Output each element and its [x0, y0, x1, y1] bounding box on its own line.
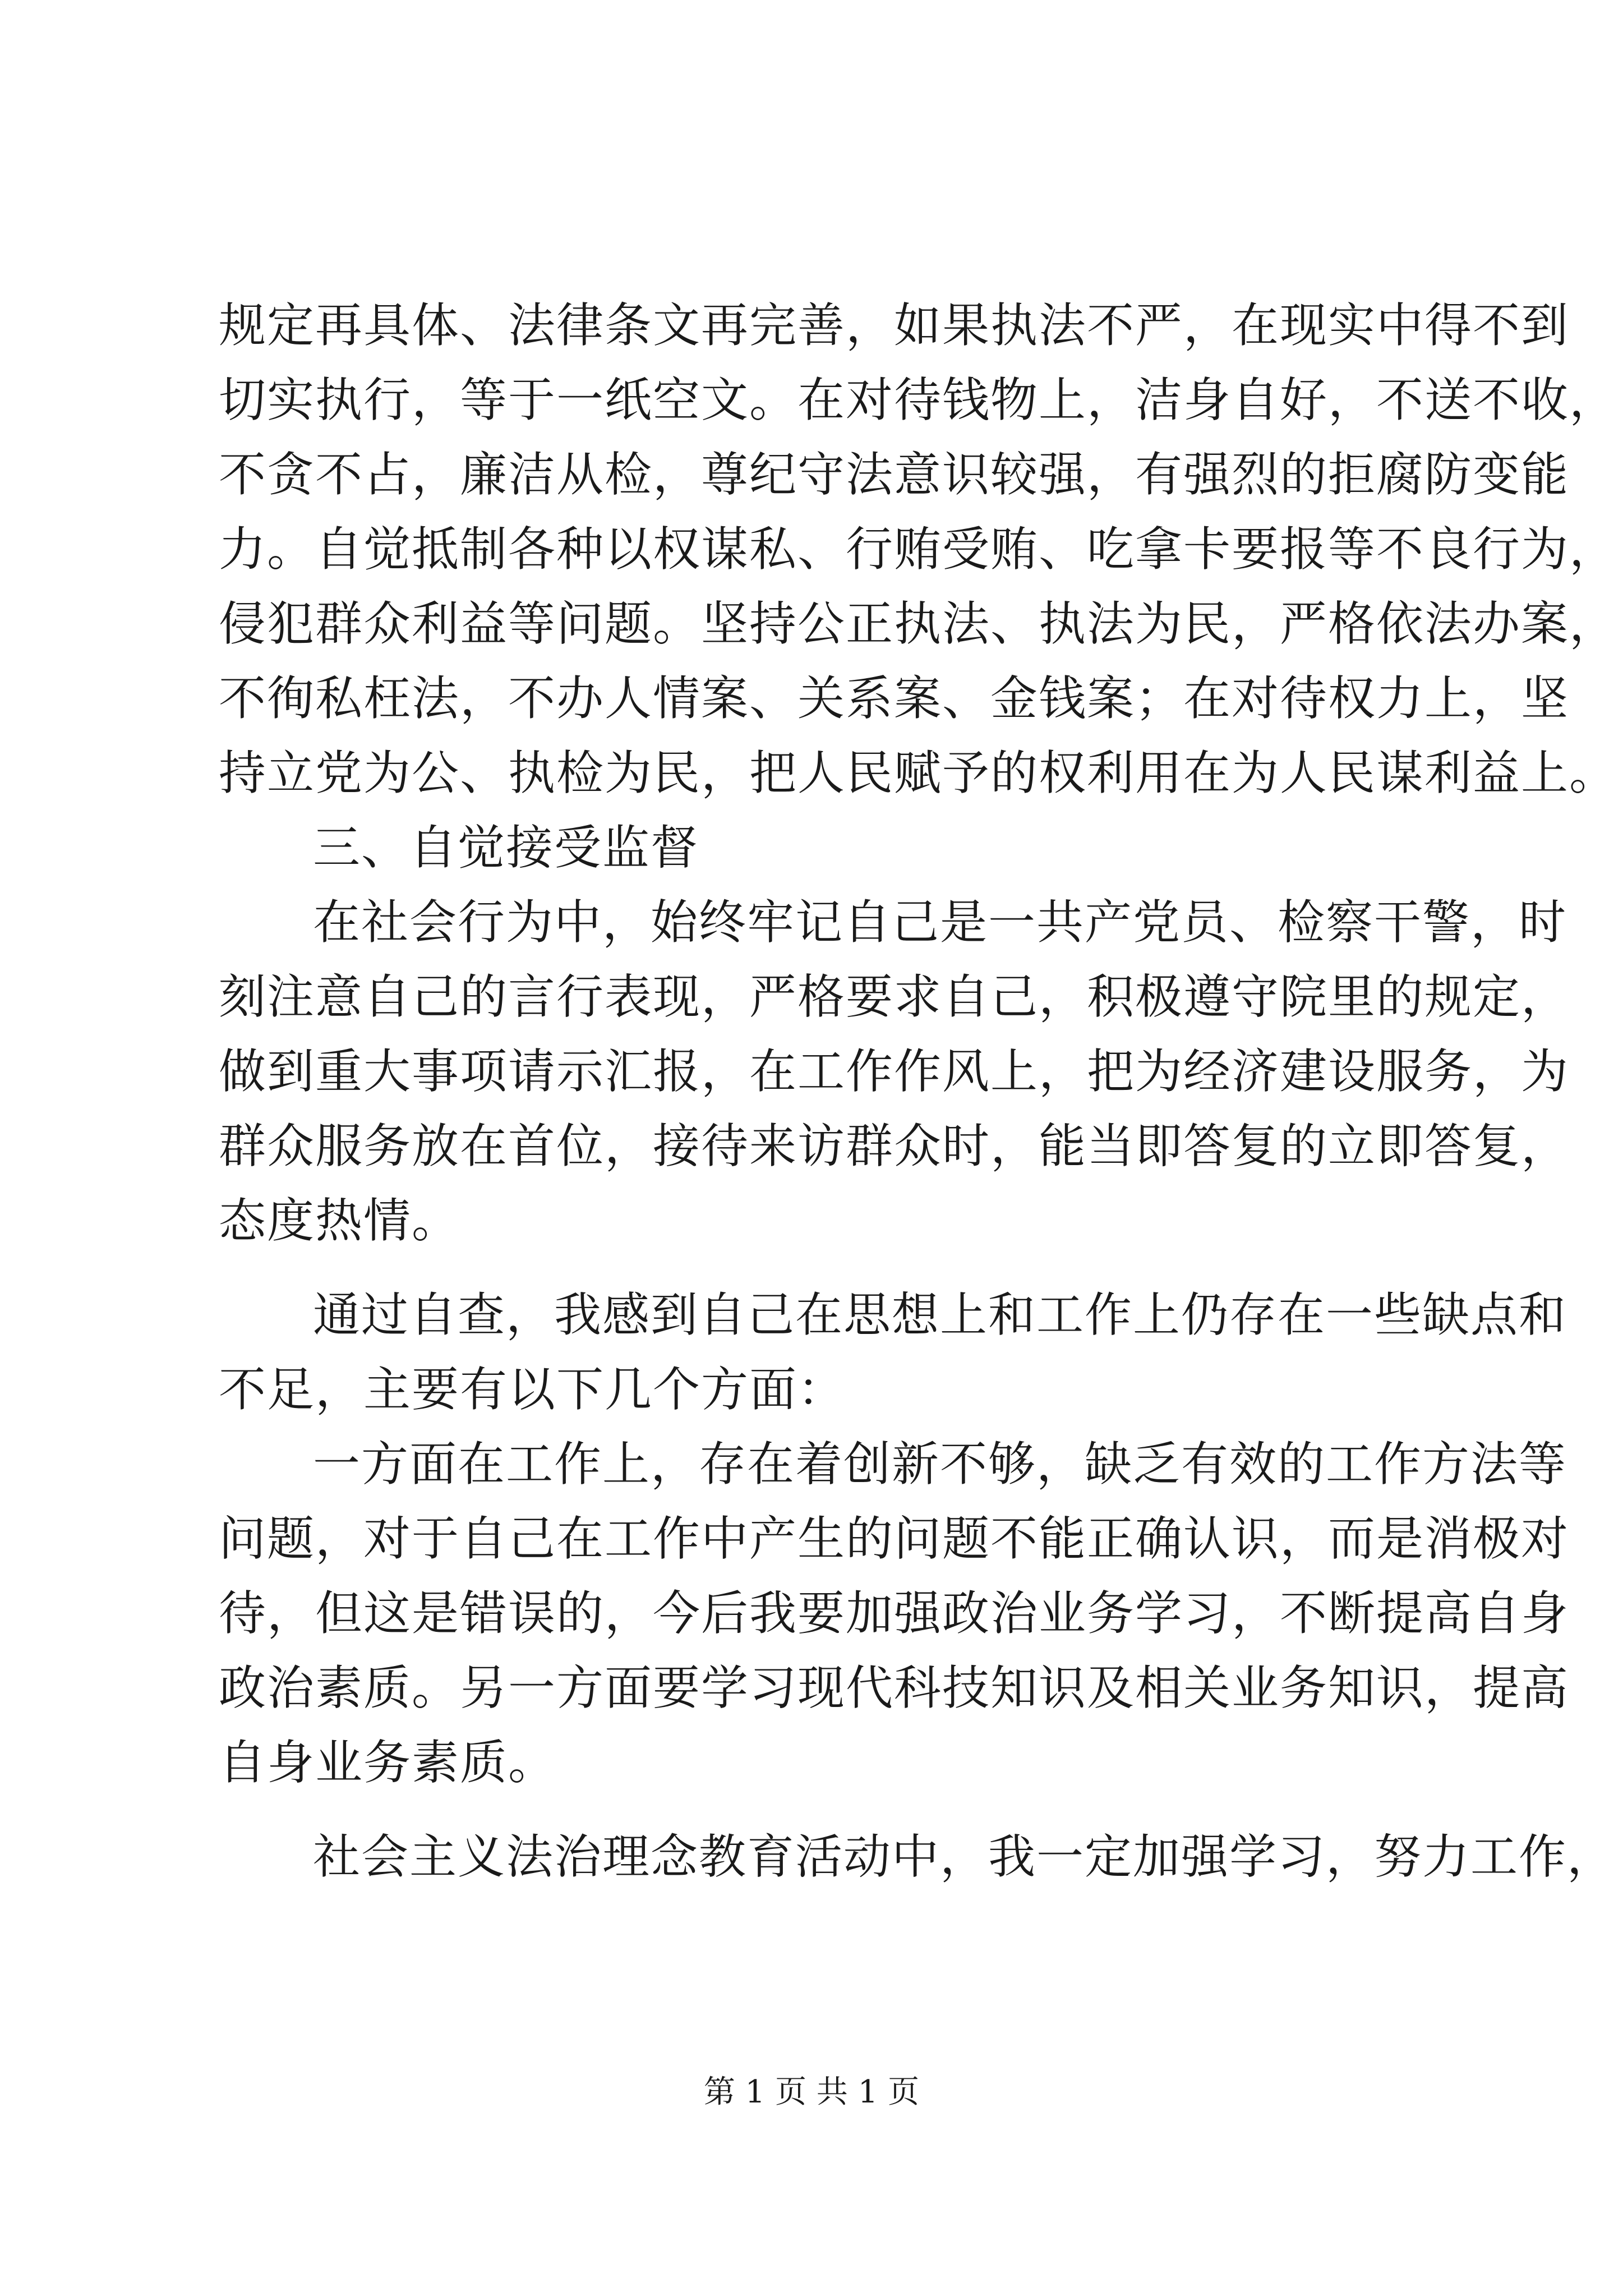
- text-line: 刻注意自己的言行表现，严格要求自己，积极遵守院里的规定，: [219, 969, 1570, 1024]
- text-line: 在社会行为中，始终牢记自己是一共产党员、检察干警，时: [313, 895, 1567, 950]
- text-line: 侵犯群众利益等问题。坚持公正执法、执法为民，严格依法办案，: [219, 596, 1618, 651]
- text-line: 通过自查，我感到自己在思想上和工作上仍存在一些缺点和: [313, 1287, 1567, 1342]
- text-line: 力。自觉抵制各种以权谋私、行贿受贿、吃拿卡要报等不良行为，: [219, 522, 1618, 577]
- text-line: 规定再具体、法律条文再完善，如果执法不严，在现实中得不到: [219, 298, 1570, 353]
- page-footer: 第 1 页 共 1 页: [703, 2074, 920, 2110]
- text-line: 做到重大事项请示汇报，在工作作风上，把为经济建设服务，为: [219, 1044, 1570, 1099]
- text-line: 社会主义法治理念教育活动中，我一定加强学习，努力工作，: [313, 1829, 1616, 1884]
- text-line: 政治素质。另一方面要学习现代科技知识及相关业务知识，提高: [219, 1660, 1570, 1715]
- text-line: 态度热情。: [219, 1193, 460, 1248]
- text-line: 自身业务素质。: [219, 1735, 557, 1790]
- text-line: 不贪不占，廉洁从检，尊纪守法意识较强，有强烈的拒腐防变能: [219, 447, 1570, 502]
- text-line: 问题，对于自己在工作中产生的问题不能正确认识，而是消极对: [219, 1511, 1570, 1566]
- text-line: 不徇私枉法，不办人情案、关系案、金钱案；在对待权力上，坚: [219, 671, 1570, 726]
- text-line: 群众服务放在首位，接待来访群众时，能当即答复的立即答复，: [219, 1119, 1570, 1174]
- text-line: 切实执行，等于一纸空文。在对待钱物上，洁身自好，不送不收，: [219, 372, 1618, 427]
- section-heading: 三、自觉接受监督: [313, 820, 699, 875]
- text-line: 不足，主要有以下几个方面：: [219, 1362, 846, 1417]
- text-line: 一方面在工作上，存在着创新不够，缺乏有效的工作方法等: [313, 1437, 1567, 1492]
- text-line: 待，但这是错误的，今后我要加强政治业务学习，不断提高自身: [219, 1586, 1570, 1641]
- text-line: 持立党为公、执检为民，把人民赋予的权利用在为人民谋利益上。: [219, 746, 1618, 800]
